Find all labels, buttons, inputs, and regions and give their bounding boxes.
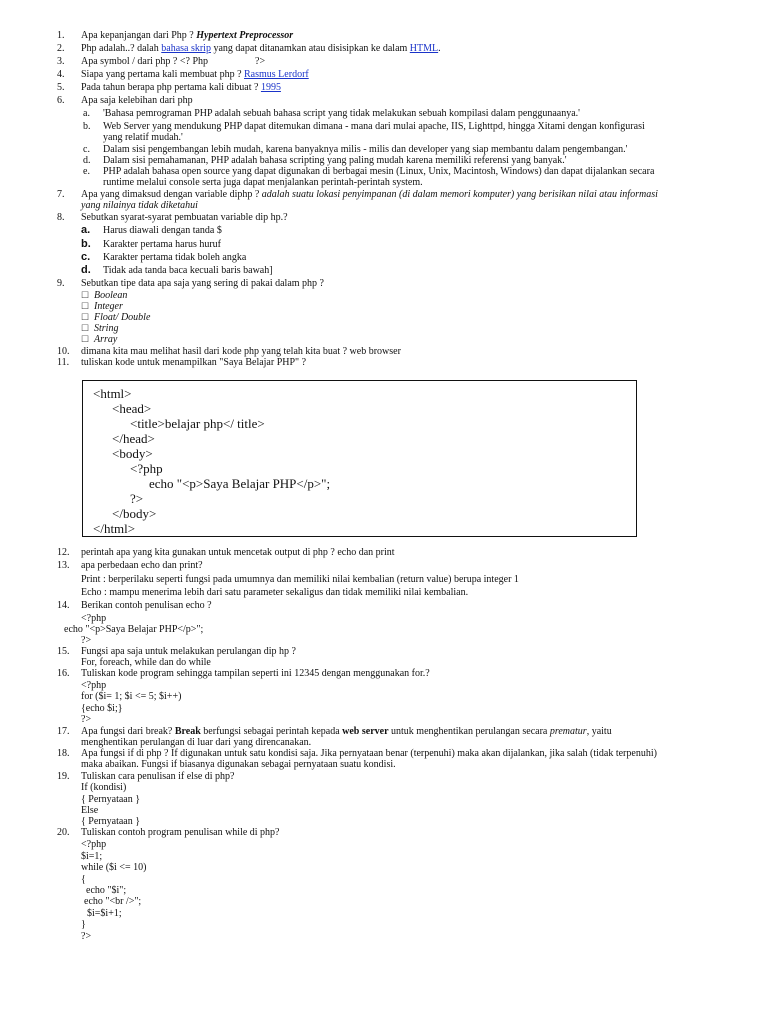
- checkbox-icon: ☐: [81, 334, 90, 344]
- item-number: 9.: [57, 278, 65, 289]
- question-text: Apa yang dimaksud dengan variable diphp ? adalah suatu lokasi penyimpanan (di dalam memori komputer) yang berisikan nilai atau informasi: [81, 189, 658, 200]
- item-number: 8.: [57, 212, 65, 223]
- php-close-tag: ?>: [255, 56, 266, 67]
- item-number: 11.: [57, 357, 70, 368]
- item-number: 14.: [57, 600, 70, 611]
- item-number: 20.: [57, 827, 70, 838]
- code-line: </html>: [93, 521, 136, 536]
- item-number: 5.: [57, 82, 65, 93]
- item-number: 12.: [57, 547, 70, 558]
- answer-text: adalah suatu lokasi penyimpanan (di dalam memori komputer) yang berisikan nilai atau informasi: [261, 189, 658, 200]
- code-line: <?php: [130, 461, 163, 476]
- code-line: <html>: [93, 386, 132, 401]
- question-text: Apa kepanjangan dari Php ? Hypertext Preprocessor: [81, 30, 294, 41]
- item-number: 15.: [57, 646, 70, 657]
- item-number: 1.: [57, 30, 65, 41]
- item-number: 18.: [57, 748, 70, 759]
- answer-text: yang nilainya tidak diketahui: [81, 200, 198, 211]
- code-line: <head>: [112, 401, 152, 416]
- question-text: Sebutkan tipe data apa saja yang sering di pakai dalam php ?: [81, 278, 324, 289]
- checkbox-icon: ☐: [81, 323, 90, 333]
- link-bahasa-skrip[interactable]: bahasa skrip: [161, 43, 211, 54]
- question-text: Fungsi apa saja untuk melakukan perulangan dip hp ?: [81, 646, 296, 657]
- question-text: Siapa yang pertama kali membuat php ? Rasmus Lerdorf: [81, 69, 309, 80]
- code-line: echo "<p>Saya Belajar PHP</p>";: [149, 476, 331, 491]
- code-box: [82, 380, 637, 537]
- question-text: Apa saja kelebihan dari php: [81, 95, 193, 106]
- document-page: 1. Apa kepanjangan dari Php ? Hypertext Preprocessor 2. Php adalah..? dalah bahasa skrip yang dapat ditanamkan atau disisipkan ke dalam HTML. 3. Apa symbol / dari php ? <? Php ?> 4. Siapa yang pertama kali membuat php ? Rasmus Lerdorf 5. Pada tahun berapa php pertama kali dibuat ? 1995 6. Apa saja kelebihan dari php a. 'Bahasa pemrograman PHP adalah sebuah bahasa script yang tidak melakukan sebuah kompilasi dalam penggunaanya.' b. Web Server yang mendukung PHP dapat ditemukan dimana - mana dari mulai apache, IIS, Lighttpd, hingga Xitami dengan konfigurasi yang relatif mudah.' c. Dalam sisi pengembangan lebih mudah, karena banyaknya milis - milis dan developer yang siap membantu dalam pengembangan.' d. Dalam sisi pemahamanan, PHP adalah bahasa scripting yang paling mudah karena memiliki referensi yang banyak.' e. PHP adalah bahasa open source yang dapat digunakan di berbagai mesin (Linux, Unix, Macintosh, Windows) dan dapat dijalankan secara runtime melalui console serta juga dapat menjalankan perintah-perintah system. 7. Apa yang dimaksud dengan variable diphp ? adalah suatu lokasi penyimpanan (di dalam memori komputer) yang berisikan nilai atau informasi yang nilainya tidak diketahui 8. Sebutkan syarat-syarat pembuatan variable dip hp.? a. Harus diawali dengan tanda $ b. Karakter pertama harus huruf c. Karakter pertama tidak boleh angka d. Tidak ada tanda baca kecuali baris bawah] 9. Sebutkan tipe data apa saja yang sering di pakai dalam php ? ☐ Boolean ☐ Integer ☐ Float/ Double ☐ String ☐ Array 10. dimana kita mau melihat hasil dari kode php yang telah kita buat ? web browser 11. tuliskan kode untuk menampilkan "Saya Belajar PHP" ? <html> <head> <title>belajar php</ title> </head> <body> <?php echo "<p>Saya Belajar PHP</p>"; ?> </body> </html> 12. perintah apa yang kita gunakan untuk mencetak output di php ? echo dan print 13. apa perbedaan echo dan print? Print : berperilaku seperti fungsi pada umumnya dan memiliki nilai kembalian (return value) berupa integer 1 Echo : mampu menerima lebih dari satu parameter sekaligus dan tidak memiliki nilai kembalian. 14. Berikan contoh penulisan echo ? <?php echo "<p>Saya Belajar PHP</p>"; ?> 15. Fungsi apa saja untuk melakukan perulangan dip hp ? For, foreach, while dan do while 16. Tuliskan kode program sehingga tampilan seperti ini 12345 dengan menggunakan for.? <?php for ($i= 1; $i <= 5; $i++) {echo $i;} ?> 17. Apa fungsi dari break? Break berfungsi sebagai perintah kepada web server untuk menghentikan perulangan secara prematur, yaitu menghentikan perulangan di luar dari yang direncanakan. 18. Apa fungsi if di php ? If digunakan untuk satu kondisi saja. Jika pernyataan benar (terpenuhi) maka akan dijalankan, jika salah (tidak terpenuhi) maka abaikan. Fungsi if biasanya digunakan sebagai pernyataan suatu kondisi. 19. Tuliskan cara penulisan if else di php? If (kondisi) { Pernyataan } Else { Pernyataan } 20. Tuliskan contoh program penulisan while di php? <?php $i=1; while ($i <= 10) { echo "$i"; echo "<br />"; $i=$i+1; } ?>: [57, 30, 658, 942]
- question-text: Tuliskan contoh program penulisan while di php?: [81, 827, 280, 838]
- checkbox-icon: ☐: [81, 290, 90, 300]
- item-number: 7.: [57, 189, 65, 200]
- question-text: Sebutkan syarat-syarat pembuatan variable dip hp.?: [81, 212, 288, 223]
- item-number: 16.: [57, 668, 70, 679]
- question-text: apa perbedaan echo dan print?: [81, 560, 203, 571]
- item-number: 4.: [57, 69, 65, 80]
- link-rasmus-lerdorf[interactable]: Rasmus Lerdorf: [244, 69, 309, 80]
- item-number: 6.: [57, 95, 65, 106]
- question-text: Php adalah..? dalah bahasa skrip yang dapat ditanamkan atau disisipkan ke dalam HTML.: [81, 43, 441, 54]
- item-number: 13.: [57, 560, 70, 571]
- code-line: </body>: [112, 506, 157, 521]
- link-html[interactable]: HTML: [409, 43, 439, 54]
- item-number: 10.: [57, 346, 70, 357]
- question-text: Apa fungsi dari break? Break berfungsi sebagai perintah kepada web server untuk menghentikan perulangan secara prematur, yaitu: [81, 726, 612, 737]
- question-text: perintah apa yang kita gunakan untuk mencetak output di php ? echo dan print: [81, 547, 395, 558]
- code-line: <body>: [112, 446, 153, 461]
- question-text: dimana kita mau melihat hasil dari kode php yang telah kita buat ? web browser: [81, 346, 401, 357]
- question-text: tuliskan kode untuk menampilkan "Saya Belajar PHP" ?: [81, 357, 307, 368]
- checkbox-icon: ☐: [81, 312, 90, 322]
- answer-text: Hypertext Preprocessor: [196, 30, 294, 41]
- question-text: Apa symbol / dari php ? <? Php: [81, 56, 209, 67]
- code-line: <title>belajar php</ title>: [130, 416, 265, 431]
- question-text: Pada tahun berapa php pertama kali dibuat ? 1995: [81, 82, 281, 93]
- code-line: ?>: [130, 491, 144, 506]
- code-line: </head>: [112, 431, 155, 446]
- question-text: Tuliskan cara penulisan if else di php?: [81, 771, 235, 782]
- item-number: 19.: [57, 771, 70, 782]
- question-text: Tuliskan kode program sehingga tampilan seperti ini 12345 dengan menggunakan for.?: [81, 668, 430, 679]
- item-number: 2.: [57, 43, 65, 54]
- item-number: 3.: [57, 56, 65, 67]
- checkbox-icon: ☐: [81, 301, 90, 311]
- item-number: 17.: [57, 726, 70, 737]
- question-text: Apa fungsi if di php ? If digunakan untuk satu kondisi saja. Jika pernyataan benar (terpenuhi) maka akan dijalankan, jika salah (tidak terpenuhi): [81, 748, 657, 759]
- question-text: Berikan contoh penulisan echo ?: [81, 600, 212, 611]
- link-1995[interactable]: 1995: [260, 82, 281, 93]
